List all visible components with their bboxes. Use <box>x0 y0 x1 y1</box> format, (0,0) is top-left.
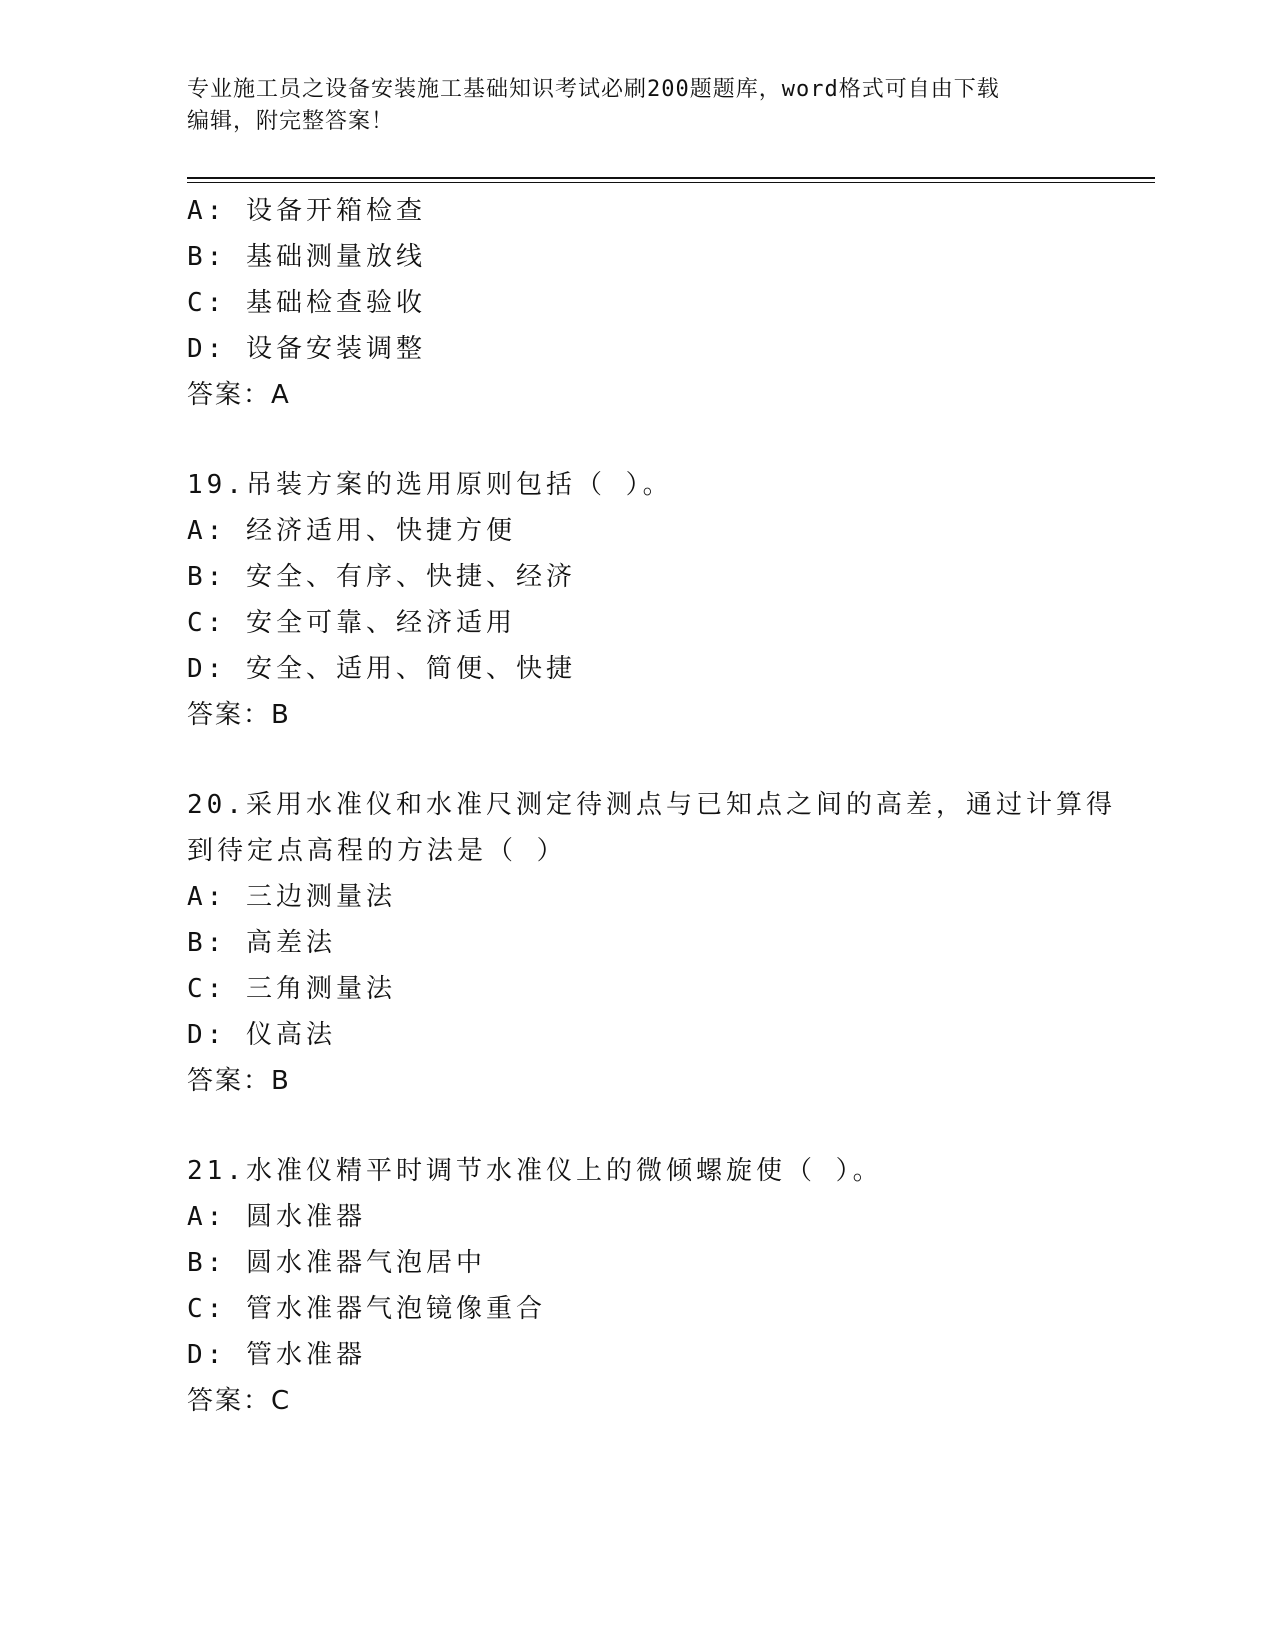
question-20 <box>187 782 1116 1104</box>
question-text: 19.吊装方案的选用原则包括（ ）。 <box>187 470 673 500</box>
header-title-line-1: 专业施工员之设备安装施工基础知识考试必刷200题题库，word格式可自由下载 <box>187 77 1000 102</box>
spacer <box>187 738 1087 782</box>
option-d: D: 安全、适用、简便、快捷 <box>187 654 576 684</box>
question-18 <box>187 188 1087 418</box>
option-c: C: 管水准器气泡镜像重合 <box>187 1294 546 1324</box>
question-text-line-1: 20.采用水准仪和水准尺测定待测点与已知点之间的高差，通过计算得 <box>187 790 1116 820</box>
spacer <box>187 1104 1087 1148</box>
option-d: D: 设备安装调整 <box>187 334 426 364</box>
option-d: D: 仪高法 <box>187 1020 336 1050</box>
answer-line: 答案：B <box>187 700 291 730</box>
question-21 <box>187 1148 1087 1424</box>
option-c: C: 基础检查验收 <box>187 288 426 318</box>
header-divider-thick <box>187 177 1155 179</box>
question-19 <box>187 462 1087 738</box>
spacer <box>187 418 1087 462</box>
question-text: 21.水准仪精平时调节水准仪上的微倾螺旋使（ ）。 <box>187 1156 883 1186</box>
document-header <box>187 74 1067 138</box>
option-a: A: 三边测量法 <box>187 882 396 912</box>
answer-line: 答案：A <box>187 380 291 410</box>
question-list <box>187 188 1116 1424</box>
option-c: C: 三角测量法 <box>187 974 396 1004</box>
option-b: B: 安全、有序、快捷、经济 <box>187 562 576 592</box>
header-title-line-2: 编辑，附完整答案！ <box>187 109 395 134</box>
answer-line: 答案：B <box>187 1066 291 1096</box>
option-a: A: 设备开箱检查 <box>187 196 426 226</box>
header-divider-thin <box>187 182 1155 183</box>
option-d: D: 管水准器 <box>187 1340 366 1370</box>
answer-line: 答案：C <box>187 1386 292 1416</box>
option-b: B: 基础测量放线 <box>187 242 426 272</box>
question-text-line-2: 到待定点高程的方法是（ ） <box>187 836 567 866</box>
option-a: A: 圆水准器 <box>187 1202 366 1232</box>
option-c: C: 安全可靠、经济适用 <box>187 608 516 638</box>
option-b: B: 圆水准器气泡居中 <box>187 1248 486 1278</box>
option-b: B: 高差法 <box>187 928 336 958</box>
option-a: A: 经济适用、快捷方便 <box>187 516 516 546</box>
